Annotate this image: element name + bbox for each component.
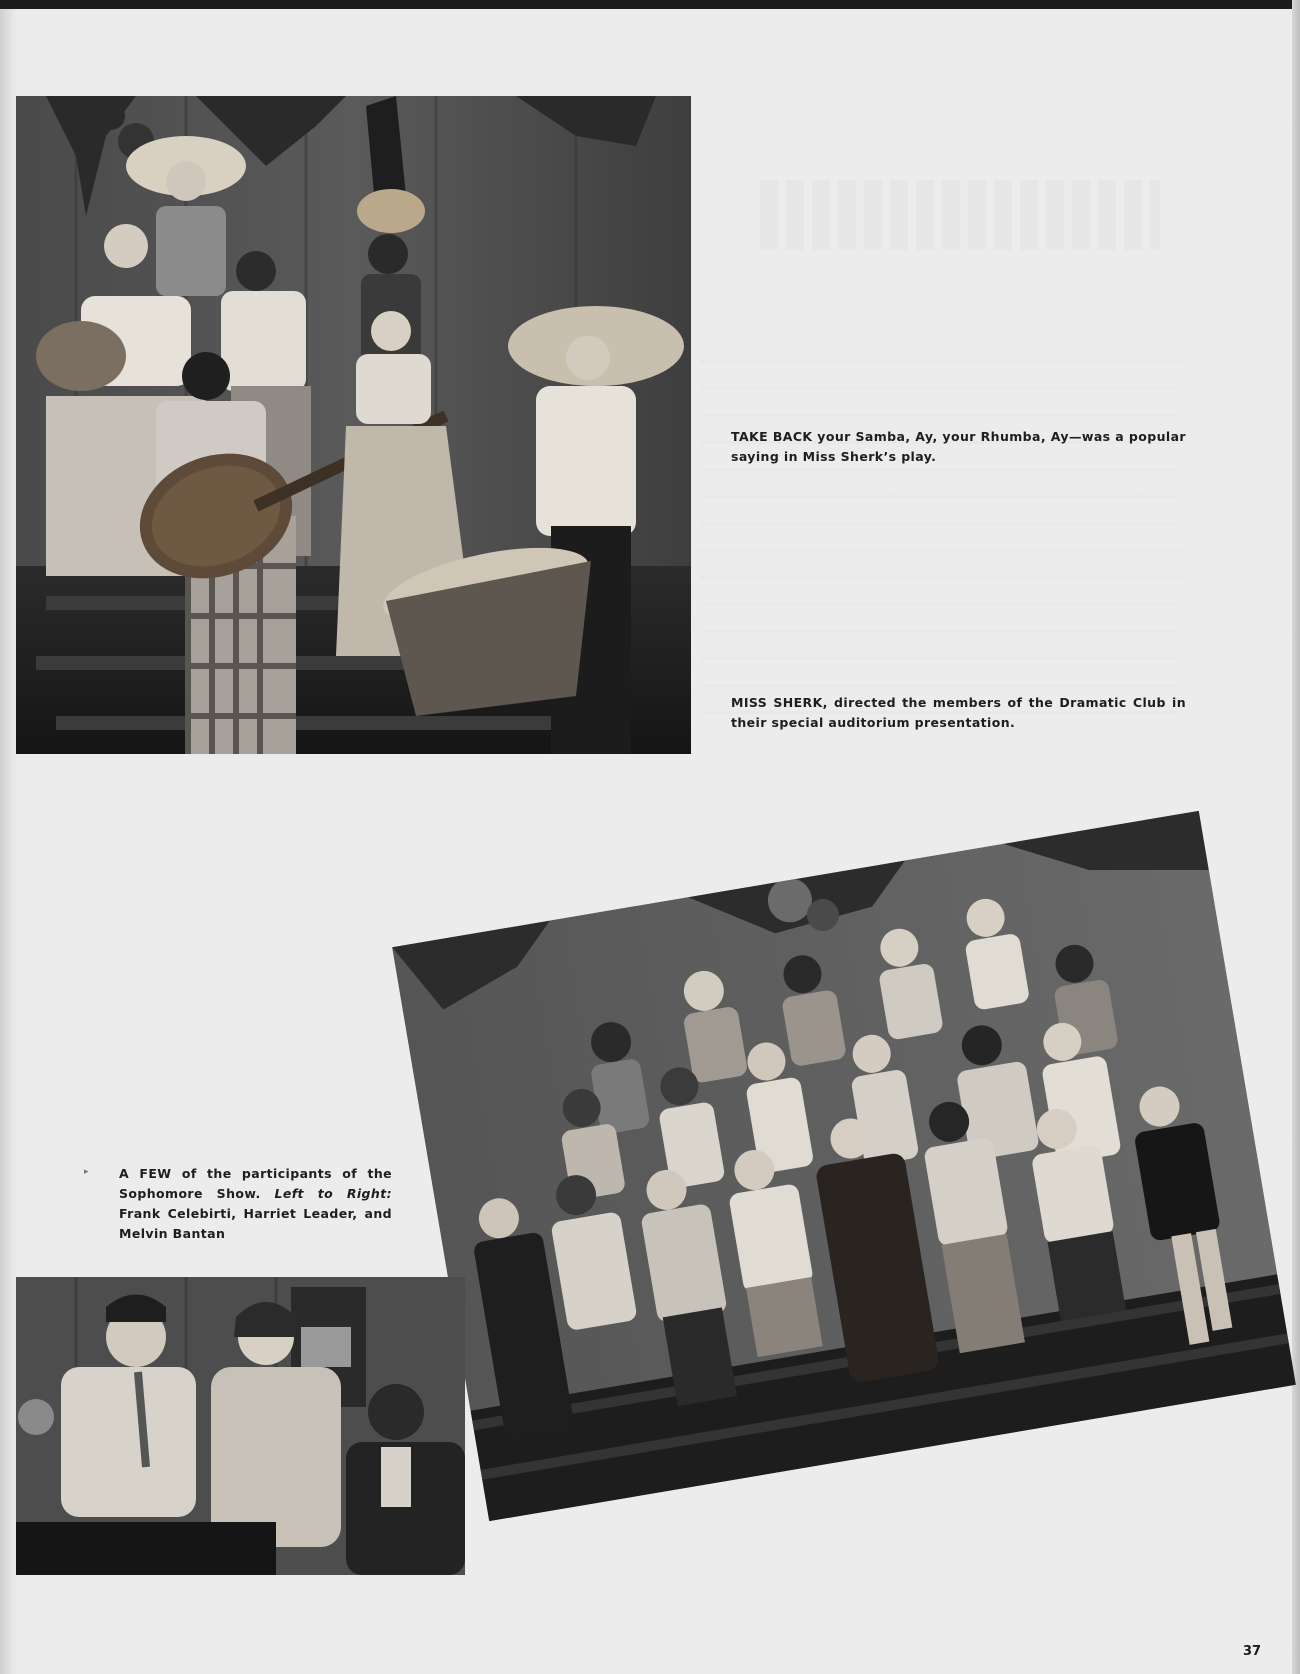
caption-sophomore-show: [119, 1164, 392, 1244]
page-number: 37: [1243, 1644, 1262, 1659]
stage-performers-illustration: [16, 96, 691, 754]
stage-performers-photo: [16, 96, 691, 754]
page-right-edge: [1292, 0, 1300, 1674]
cast-group-photo: [392, 811, 1296, 1521]
show-through-text: [700, 360, 1180, 730]
caption-few-lead: A FEW of the participants of the Sophomore Show.: [119, 1166, 392, 1201]
caption-miss-sherk: MISS SHERK, directed the members of the Dramatic Club in their special auditorium presentation.: [731, 695, 1186, 730]
cast-group-photo-frame: [410, 755, 1290, 1535]
cast-group-illustration: [392, 811, 1296, 1521]
caption-few-italic: Left to Right:: [274, 1186, 392, 1201]
three-participants-photo: [16, 1277, 465, 1575]
caption-bullet-mark: ▸: [84, 1167, 89, 1177]
page-top-edge: [0, 0, 1300, 9]
caption-samba: TAKE BACK your Samba, Ay, your Rhumba, Ay—was a popular saying in Miss Sherk’s play.: [731, 429, 1186, 464]
show-through-heading: [760, 180, 1160, 250]
three-participants-illustration: [16, 1277, 465, 1575]
caption-few-names: Frank Celebirti, Harriet Leader, and Melvin Bantan: [119, 1206, 392, 1241]
